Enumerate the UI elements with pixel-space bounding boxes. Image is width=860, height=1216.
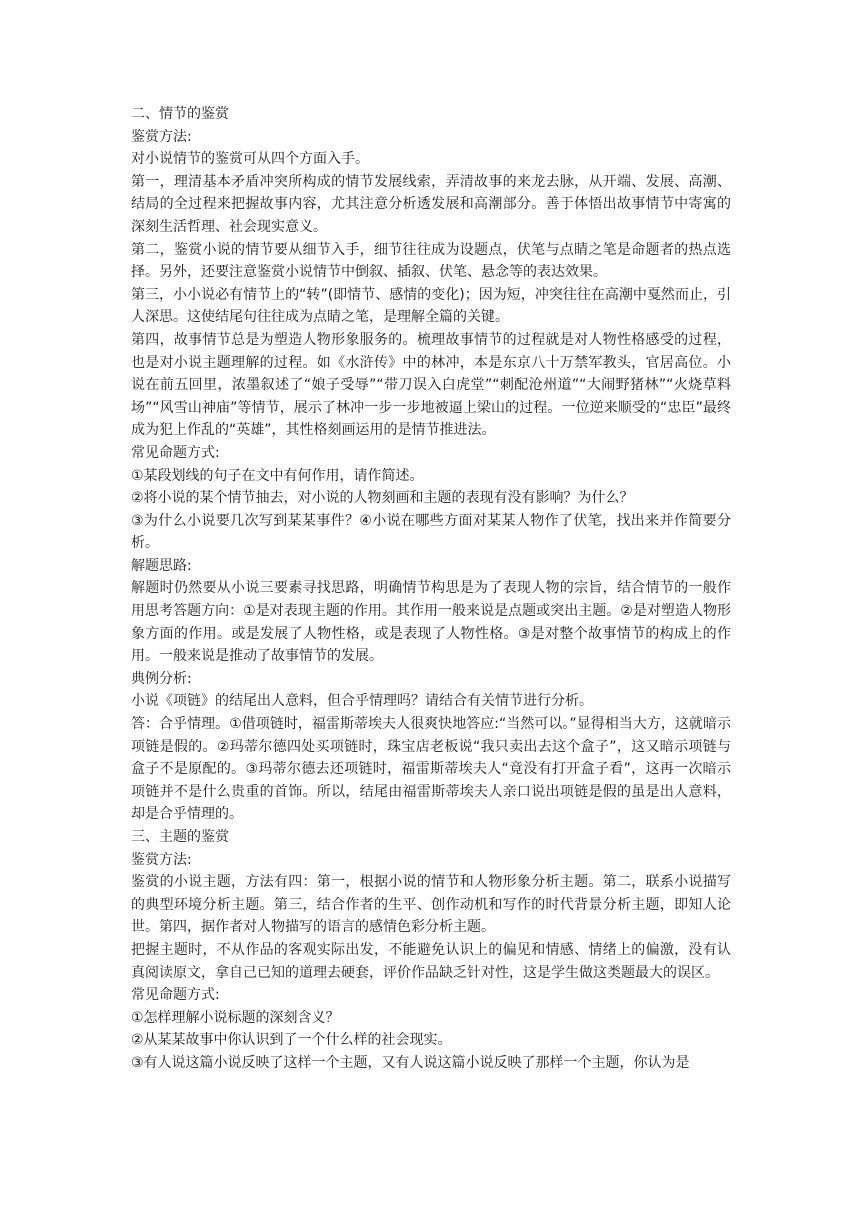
subheading-example-analysis: 典例分析:: [131, 670, 192, 687]
list-item: ②将小说的某个情节抽去，对小说的人物刻画和主题的表现有没有影响？为什么？: [131, 490, 634, 507]
section-heading-theme: 三、主题的鉴赏: [131, 829, 229, 845]
list-item: ②从某某故事中你认识到了一个什么样的社会现实。: [131, 1032, 452, 1049]
list-item: ①某段划线的句子在文中有何作用，请作简述。: [131, 467, 424, 484]
paragraph: 小说《项链》的结尾出人意料，但合乎情理吗？请结合有关情节进行分析。: [131, 693, 593, 710]
paragraph: 把握主题时，不从作品的客观实际出发，不能避免认识上的偏见和情感、情绪上的偏激，没有认真阅读原文，拿自己已知的道理去硬套，评价作品缺乏针对性，这是学生做这类题最大的误区。: [131, 941, 731, 981]
paragraph: 第三，小小说必有情节上的“转”(即情节、感情的变化)；因为短，冲突往往在高潮中戛然而止，引人深思。这使结尾句往往成为点睛之笔，是理解全篇的关键。: [131, 286, 731, 326]
subheading-appreciation-method: 鉴赏方法:: [131, 851, 192, 868]
subheading-question-types: 常见命题方式:: [131, 987, 220, 1004]
section-heading-plot: 二、情节的鉴赏: [131, 106, 229, 122]
paragraph: 鉴赏的小说主题，方法有四：第一，根据小说的情节和人物形象分析主题。第二，联系小说描写的典型环境分析主题。第三，结合作者的生平、创作动机和写作的时代背景分析主题，即知人论世。第四，据作者对人物描写的语言的感情色彩分析主题。: [131, 874, 731, 936]
list-item: ③为什么小说要几次写到某某事件？④小说在哪些方面对某某人物作了伏笔，找出来并作简要分析。: [131, 512, 731, 552]
list-item: ①怎样理解小说标题的深刻含义？: [131, 1009, 340, 1026]
subheading-question-types: 常见命题方式:: [131, 444, 220, 461]
paragraph: 解题时仍然要从小说三要素寻找思路，明确情节构思是为了表现人物的宗旨，结合情节的一般作用思考答题方向：①是对表现主题的作用。其作用一般来说是点题或突出主题。②是对塑造人物形象方面的作用。或是发展了人物性格，或是表现了人物性格。③是对整个故事情节的构成上的作用。一般来说是推动了故事情节的发展。: [131, 580, 731, 665]
paragraph: 第二，鉴赏小说的情节要从细节入手，细节往往成为设题点，伏笔与点睛之笔是命题者的热点选择。另外，还要注意鉴赏小说情节中倒叙、插叙、伏笔、悬念等的表达效果。: [131, 241, 731, 281]
paragraph: 答：合乎情理。①借项链时，福雷斯蒂埃夫人很爽快地答应:“当然可以。”显得相当大方，这就暗示项链是假的。②玛蒂尔德四处买项链时，珠宝店老板说“我只卖出去这个盒子”，这又暗示项链与盒子不是原配的。③玛蒂尔德去还项链时，福雷斯蒂埃夫人“竟没有打开盒子看”，这再一次暗示项链并不是什么贵重的首饰。所以，结尾由福雷斯蒂埃夫人亲口说出项链是假的虽是出人意料，却是合乎情理的。: [131, 716, 731, 823]
document-body: [131, 103, 731, 1075]
subheading-solving-approach: 解题思路:: [131, 557, 192, 574]
paragraph: 对小说情节的鉴赏可从四个方面入手。: [131, 151, 369, 168]
paragraph: 第一，理清基本矛盾冲突所构成的情节发展线索，弄清故事的来龙去脉，从开端、发展、高潮、结局的全过程来把握故事内容，尤其注意分析透发展和高潮部分。善于体悟出故事情节中寄寓的深刻生活哲理、社会现实意义。: [131, 173, 731, 235]
list-item: ③有人说这篇小说反映了这样一个主题，又有人说这篇小说反映了那样一个主题，你认为是: [131, 1054, 690, 1071]
subheading-appreciation-method: 鉴赏方法:: [131, 128, 192, 145]
paragraph: 第四，故事情节总是为塑造人物形象服务的。梳理故事情节的过程就是对人物性格感受的过程，也是对小说主题理解的过程。如《水浒传》中的林冲，本是东京八十万禁军教头，官居高位。小说在前五回里，浓墨叙述了“娘子受辱”“带刀误入白虎堂”“刺配沧州道”“大闹野猪林”“火烧草料场”“风雪山神庙”等情节，展示了林冲一步一步地被逼上梁山的过程。一位逆来顺受的“忠臣”最终成为犯上作乱的“英雄”，其性格刻画运用的是情节推进法。: [131, 331, 731, 439]
